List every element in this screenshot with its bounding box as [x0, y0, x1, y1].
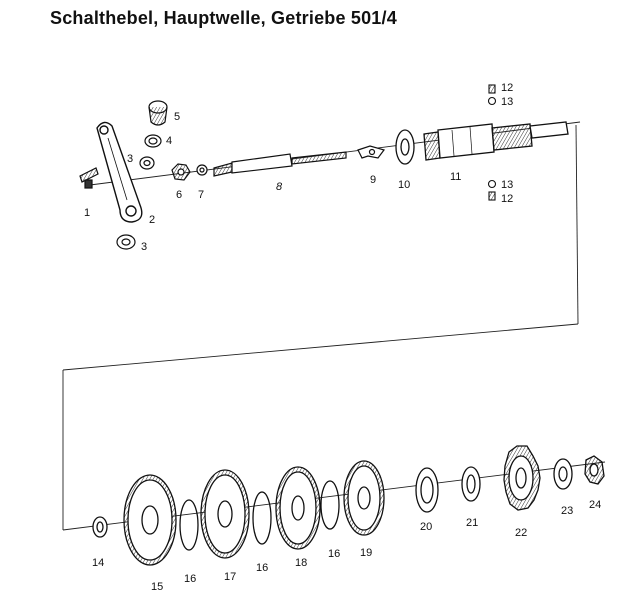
part-2-lever — [97, 122, 142, 222]
label-part-4: 4 — [166, 135, 173, 147]
part-3-washer-lower — [117, 235, 135, 249]
label-part-8: 8 — [276, 181, 283, 193]
part-3-washer-upper — [140, 157, 154, 169]
page-title: Schalthebel, Hauptwelle, Getriebe 501/4 — [50, 8, 397, 28]
part-16b-ring — [253, 492, 271, 544]
part-16c-ring — [321, 481, 339, 529]
part-17-gear — [201, 470, 249, 558]
label-part-7: 7 — [198, 189, 205, 201]
part-23-washer — [554, 459, 572, 489]
label-part-17: 17 — [224, 571, 237, 583]
label-part-12-upper: 12 — [501, 82, 514, 94]
label-part-16b: 16 — [256, 562, 269, 574]
label-part-3-lower: 3 — [141, 241, 148, 253]
label-part-22: 22 — [515, 527, 528, 539]
label-part-21: 21 — [466, 517, 479, 529]
part-4-ring — [145, 135, 161, 147]
label-part-9: 9 — [370, 174, 377, 186]
label-part-11: 11 — [450, 171, 462, 183]
part-5-knob — [149, 101, 167, 125]
label-part-12-lower: 12 — [501, 193, 514, 205]
part-19-gear — [344, 461, 384, 535]
part-12-13-lower — [489, 181, 496, 201]
part-11-main-shaft — [424, 122, 568, 160]
label-part-19: 19 — [360, 547, 373, 559]
part-7-washer — [197, 165, 207, 175]
label-part-3-upper: 3 — [127, 153, 134, 165]
label-part-1: 1 — [84, 207, 91, 219]
label-part-18: 18 — [295, 557, 308, 569]
part-10-washer — [396, 130, 414, 164]
label-part-23: 23 — [561, 505, 574, 517]
part-15-gear — [124, 475, 176, 565]
label-part-13-upper: 13 — [501, 96, 514, 108]
label-part-24: 24 — [589, 499, 602, 511]
part-16a-ring — [180, 500, 198, 550]
label-part-13-lower: 13 — [501, 179, 514, 191]
label-part-15: 15 — [151, 581, 164, 593]
part-14-bush — [93, 517, 107, 537]
part-21-washer — [462, 467, 480, 501]
part-1-screw — [80, 168, 98, 188]
part-20-washer — [416, 468, 438, 512]
label-part-14: 14 — [92, 557, 105, 569]
label-part-2: 2 — [149, 214, 156, 226]
label-part-20: 20 — [420, 521, 433, 533]
label-part-5: 5 — [174, 111, 181, 123]
label-part-10: 10 — [398, 179, 411, 191]
label-part-6: 6 — [176, 189, 183, 201]
part-6-nut — [172, 164, 190, 180]
part-22-sprocket — [504, 446, 540, 510]
part-8-shift-rod — [214, 152, 346, 176]
part-24-nut — [585, 456, 604, 484]
label-part-16c: 16 — [328, 548, 341, 560]
part-18-gear — [276, 467, 320, 549]
label-part-16a: 16 — [184, 573, 197, 585]
part-12-13-upper — [489, 85, 496, 105]
